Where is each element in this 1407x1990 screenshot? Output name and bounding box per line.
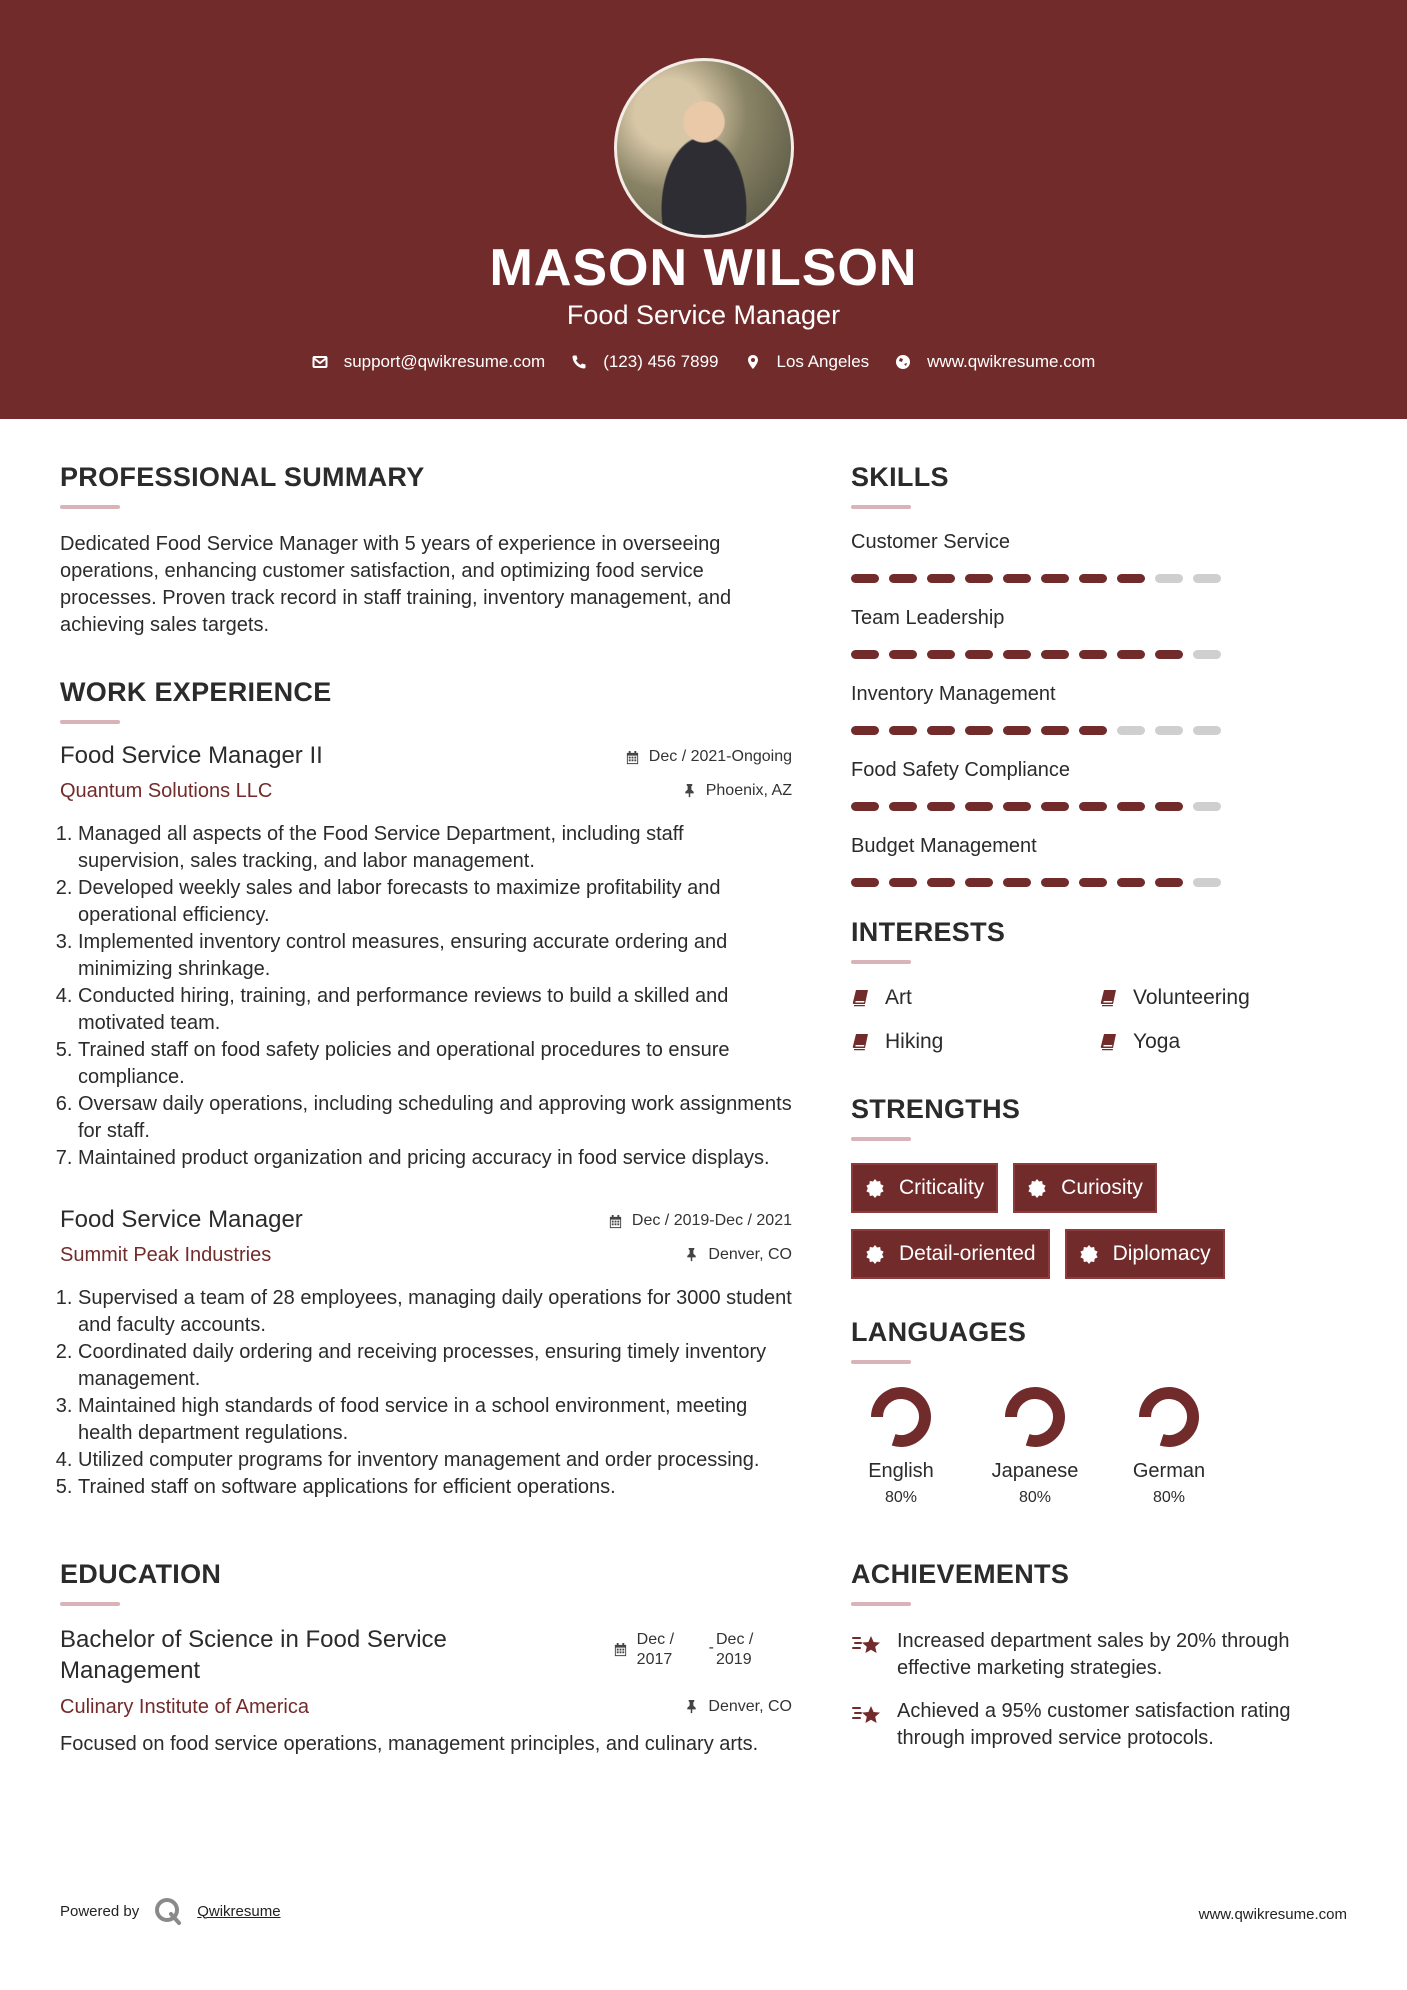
interest-item bbox=[1099, 986, 1347, 1010]
skill-dot-filled bbox=[1117, 574, 1145, 583]
strength-label: Criticality bbox=[899, 1176, 985, 1199]
skill-dot-filled bbox=[927, 574, 955, 583]
job-dates bbox=[625, 748, 792, 766]
language-item bbox=[851, 1386, 951, 1507]
contact-website-text: www.qwikresume.com bbox=[927, 352, 1096, 371]
calendar-icon bbox=[613, 1642, 628, 1657]
skill-name: Team Leadership bbox=[851, 607, 1005, 629]
calendar-icon bbox=[608, 1214, 623, 1229]
qwikresume-link[interactable]: Qwikresume bbox=[197, 1902, 281, 1920]
job-title: Food Service Manager II bbox=[60, 742, 323, 769]
interest-item bbox=[851, 1030, 1099, 1054]
skill-name: Customer Service bbox=[851, 531, 1010, 553]
summary-text: Dedicated Food Service Manager with 5 years of experience in overseeing operations, enhancing customer satisfaction, and optimizing food service processes. Proven track record in staff training, inventory management, and achieving sales targets. bbox=[60, 533, 732, 636]
skill-dot-filled bbox=[851, 574, 879, 583]
strength-label: Curiosity bbox=[1061, 1176, 1143, 1199]
achievements-heading: ACHIEVEMENTS bbox=[851, 1559, 1070, 1589]
achievement-text: Achieved a 95% customer satisfaction rating through improved service protocols. bbox=[897, 1700, 1291, 1749]
skill-dot-filled bbox=[1003, 878, 1031, 887]
skill-dot-filled bbox=[1079, 726, 1107, 735]
achievement-item bbox=[851, 1698, 1351, 1752]
language-ring bbox=[1138, 1386, 1200, 1448]
language-name: Japanese bbox=[991, 1460, 1079, 1482]
language-item bbox=[985, 1386, 1085, 1507]
job-entry bbox=[60, 1206, 792, 1501]
education-heading: EDUCATION bbox=[60, 1559, 222, 1589]
contact-phone-text: (123) 456 7899 bbox=[603, 352, 719, 371]
achievements-section bbox=[851, 1559, 1351, 1752]
interests-heading: INTERESTS bbox=[851, 917, 1006, 947]
resume-header bbox=[0, 0, 1407, 419]
skills-heading: SKILLS bbox=[851, 462, 949, 492]
experience-section bbox=[60, 677, 792, 1501]
skill-dot-empty bbox=[1193, 878, 1221, 887]
achievement-item bbox=[851, 1628, 1351, 1682]
skill-dot-filled bbox=[927, 878, 955, 887]
skill-rating bbox=[851, 878, 1351, 887]
skill-dot-empty bbox=[1155, 726, 1183, 735]
strength-tag bbox=[1013, 1163, 1157, 1213]
skill-rating bbox=[851, 726, 1351, 735]
heading-underline bbox=[851, 505, 911, 509]
interest-item bbox=[1099, 1030, 1347, 1054]
education-section bbox=[60, 1559, 792, 1758]
interests-section bbox=[851, 917, 1351, 1054]
skill-rating bbox=[851, 574, 1351, 583]
company-name: Quantum Solutions LLC bbox=[60, 780, 273, 802]
duty-item: 7. Maintained product organization and pricing accuracy in food service displays. bbox=[78, 1145, 792, 1172]
duty-item: 2. Coordinated daily ordering and receiving processes, ensuring timely inventory management. bbox=[78, 1339, 792, 1393]
skill-dot-empty bbox=[1193, 650, 1221, 659]
strength-label: Detail-oriented bbox=[899, 1242, 1036, 1265]
skill-dot-filled bbox=[1041, 574, 1069, 583]
skill-dot-filled bbox=[889, 726, 917, 735]
duties-list bbox=[60, 1285, 792, 1501]
languages-heading: LANGUAGES bbox=[851, 1317, 1027, 1347]
badge-star-icon bbox=[1079, 1244, 1099, 1264]
skill-dot-filled bbox=[965, 650, 993, 659]
language-ring bbox=[870, 1386, 932, 1448]
skill-dot-empty bbox=[1117, 726, 1145, 735]
skill-dot-filled bbox=[851, 802, 879, 811]
skill-name: Budget Management bbox=[851, 835, 1037, 857]
skill-dot-filled bbox=[889, 802, 917, 811]
education-end-date: Dec / 2019 bbox=[716, 1631, 754, 1668]
contact-bar bbox=[0, 352, 1407, 372]
skill-dot-filled bbox=[1117, 878, 1145, 887]
education-location-text: Denver, CO bbox=[708, 1697, 792, 1715]
skill-dot-filled bbox=[1155, 650, 1183, 659]
calendar-icon bbox=[625, 750, 640, 765]
interests-list bbox=[851, 986, 1351, 1054]
badge-star-icon bbox=[865, 1244, 885, 1264]
footer-website[interactable]: www.qwikresume.com bbox=[1198, 1906, 1347, 1923]
skill-dot-empty bbox=[1193, 726, 1221, 735]
skill-dot-filled bbox=[1079, 878, 1107, 887]
book-icon bbox=[1099, 988, 1119, 1008]
language-ring-arc bbox=[877, 1393, 925, 1441]
skill-dot-filled bbox=[927, 726, 955, 735]
skill-dot-filled bbox=[1079, 650, 1107, 659]
languages-section bbox=[851, 1317, 1351, 1507]
skill-dot-filled bbox=[889, 878, 917, 887]
skill-dot-filled bbox=[965, 726, 993, 735]
skill-dot-filled bbox=[1003, 574, 1031, 583]
strength-tag bbox=[1065, 1229, 1225, 1279]
education-dates bbox=[613, 1630, 764, 1670]
book-icon bbox=[851, 988, 871, 1008]
job-location bbox=[684, 1246, 792, 1264]
skill-dot-filled bbox=[1003, 726, 1031, 735]
language-ring-arc bbox=[1011, 1393, 1059, 1441]
skill-dot-empty bbox=[1155, 574, 1183, 583]
duty-item: 1. Managed all aspects of the Food Service Department, including staff supervision, sales tracking, and labor management. bbox=[78, 821, 792, 875]
company-name: Summit Peak Industries bbox=[60, 1244, 272, 1266]
envelope-icon bbox=[312, 354, 328, 370]
duty-item: 3. Maintained high standards of food service in a school environment, meeting health department regulations. bbox=[78, 1393, 792, 1447]
globe-icon bbox=[895, 354, 911, 370]
heading-underline bbox=[851, 960, 911, 964]
skill-name: Inventory Management bbox=[851, 683, 1056, 705]
contact-phone[interactable] bbox=[571, 352, 718, 372]
left-column bbox=[60, 462, 792, 1758]
duty-item: 4. Utilized computer programs for inventory management and order processing. bbox=[78, 1447, 792, 1474]
job-title: Food Service Manager bbox=[60, 1206, 303, 1233]
skill-rating bbox=[851, 650, 1351, 659]
language-percent: 80% bbox=[1018, 1489, 1052, 1506]
skill-dot-filled bbox=[965, 878, 993, 887]
languages-list bbox=[851, 1386, 1351, 1507]
strength-tag bbox=[851, 1163, 998, 1213]
profile-photo bbox=[614, 58, 794, 238]
language-item bbox=[1119, 1386, 1219, 1507]
skills-section bbox=[851, 462, 1351, 887]
summary-section bbox=[60, 462, 792, 639]
candidate-name: MASON WILSON bbox=[489, 239, 918, 297]
job-location-text: Denver, CO bbox=[708, 1245, 792, 1263]
strengths-heading: STRENGTHS bbox=[851, 1094, 1021, 1124]
contact-email[interactable] bbox=[312, 352, 546, 372]
interest-label: Hiking bbox=[885, 1030, 944, 1053]
interest-item bbox=[851, 986, 1099, 1010]
footer-powered-by bbox=[60, 1896, 281, 1926]
job-dates-text: Dec / 2019-Dec / 2021 bbox=[631, 1212, 792, 1229]
job-location bbox=[682, 782, 792, 800]
badge-star-icon bbox=[865, 1178, 885, 1198]
interest-label: Art bbox=[885, 986, 912, 1009]
interest-label: Volunteering bbox=[1133, 986, 1250, 1009]
strength-tag bbox=[851, 1229, 1050, 1279]
education-location bbox=[684, 1698, 792, 1716]
skill-dot-empty bbox=[1193, 802, 1221, 811]
skill-dot-empty bbox=[1193, 574, 1221, 583]
job-location-text: Phoenix, AZ bbox=[705, 781, 792, 799]
map-pin-icon bbox=[745, 354, 761, 370]
candidate-title: Food Service Manager bbox=[566, 300, 841, 330]
qwikresume-logo-icon bbox=[153, 1896, 183, 1926]
skill-dot-filled bbox=[889, 650, 917, 659]
strength-label: Diplomacy bbox=[1112, 1242, 1211, 1265]
language-ring-arc bbox=[1145, 1393, 1193, 1441]
pushpin-icon bbox=[684, 1699, 699, 1714]
heading-underline bbox=[851, 1602, 911, 1606]
pushpin-icon bbox=[684, 1247, 699, 1262]
pushpin-icon bbox=[682, 783, 697, 798]
language-name: English bbox=[868, 1460, 934, 1482]
shooting-star-icon bbox=[851, 1702, 885, 1730]
heading-underline bbox=[851, 1137, 911, 1141]
duties-list bbox=[60, 821, 792, 1172]
language-name: German bbox=[1132, 1460, 1206, 1482]
skill-dot-filled bbox=[1155, 802, 1183, 811]
heading-underline bbox=[60, 1602, 120, 1606]
book-icon bbox=[851, 1032, 871, 1052]
duty-item: 2. Developed weekly sales and labor forecasts to maximize profitability and operational efficiency. bbox=[78, 875, 792, 929]
powered-by-label: Powered by bbox=[60, 1902, 140, 1920]
duty-item: 5. Trained staff on software applications for efficient operations. bbox=[78, 1474, 792, 1501]
skill-dot-filled bbox=[965, 802, 993, 811]
degree-title: Bachelor of Science in Food Service Management bbox=[60, 1626, 447, 1684]
achievement-text: Increased department sales by 20% through effective marketing strategies. bbox=[897, 1630, 1290, 1679]
language-percent: 80% bbox=[1152, 1489, 1186, 1506]
skill-name: Food Safety Compliance bbox=[851, 759, 1071, 781]
skill-dot-filled bbox=[1117, 802, 1145, 811]
skill-dot-filled bbox=[927, 802, 955, 811]
right-column bbox=[851, 462, 1351, 1768]
skill-dot-filled bbox=[1079, 802, 1107, 811]
skill-dot-filled bbox=[965, 574, 993, 583]
skills-list bbox=[851, 531, 1351, 887]
duty-item: 6. Oversaw daily operations, including scheduling and approving work assignments for staff. bbox=[78, 1091, 792, 1145]
education-start-date: Dec / 2017 bbox=[636, 1631, 675, 1668]
education-description: Focused on food service operations, management principles, and culinary arts. bbox=[60, 1733, 759, 1755]
heading-underline bbox=[60, 720, 120, 724]
duty-item: 3. Implemented inventory control measures, ensuring accurate ordering and minimizing shrinkage. bbox=[78, 929, 792, 983]
skill-dot-filled bbox=[1079, 574, 1107, 583]
job-dates bbox=[608, 1212, 792, 1230]
interest-label: Yoga bbox=[1133, 1030, 1181, 1053]
book-icon bbox=[1099, 1032, 1119, 1052]
language-ring bbox=[1004, 1386, 1066, 1448]
skill-dot-filled bbox=[1041, 726, 1069, 735]
skill-dot-filled bbox=[889, 574, 917, 583]
skill-dot-filled bbox=[1117, 650, 1145, 659]
skill-dot-filled bbox=[927, 650, 955, 659]
summary-heading: PROFESSIONAL SUMMARY bbox=[60, 462, 425, 492]
skill-dot-filled bbox=[1003, 802, 1031, 811]
duty-item: 1. Supervised a team of 28 employees, managing daily operations for 3000 student and faculty accounts. bbox=[78, 1285, 792, 1339]
education-date-separator: - bbox=[708, 1639, 714, 1656]
heading-underline bbox=[851, 1360, 911, 1364]
skill-dot-filled bbox=[851, 726, 879, 735]
job-entry bbox=[60, 742, 792, 1172]
badge-star-icon bbox=[1027, 1178, 1047, 1198]
contact-website[interactable] bbox=[895, 352, 1095, 372]
skill-dot-filled bbox=[1041, 650, 1069, 659]
skill-rating bbox=[851, 802, 1351, 811]
job-dates-text: Dec / 2021-Ongoing bbox=[648, 748, 792, 765]
skill-dot-filled bbox=[1041, 878, 1069, 887]
duty-item: 4. Conducted hiring, training, and performance reviews to build a skilled and motivated team. bbox=[78, 983, 792, 1037]
school-name: Culinary Institute of America bbox=[60, 1696, 309, 1718]
strengths-list bbox=[851, 1163, 1291, 1279]
contact-location-text: Los Angeles bbox=[776, 352, 870, 371]
duty-item: 5. Trained staff on food safety policies and operational procedures to ensure compliance. bbox=[78, 1037, 792, 1091]
skill-dot-filled bbox=[851, 650, 879, 659]
shooting-star-icon bbox=[851, 1632, 885, 1660]
contact-email-text: support@qwikresume.com bbox=[343, 352, 546, 371]
skill-dot-filled bbox=[1041, 802, 1069, 811]
heading-underline bbox=[60, 505, 120, 509]
experience-heading: WORK EXPERIENCE bbox=[60, 677, 332, 707]
skill-dot-filled bbox=[851, 878, 879, 887]
strengths-section bbox=[851, 1094, 1351, 1279]
language-percent: 80% bbox=[884, 1489, 918, 1506]
contact-location bbox=[745, 352, 870, 372]
skill-dot-filled bbox=[1003, 650, 1031, 659]
phone-icon bbox=[571, 354, 587, 370]
skill-dot-filled bbox=[1155, 878, 1183, 887]
